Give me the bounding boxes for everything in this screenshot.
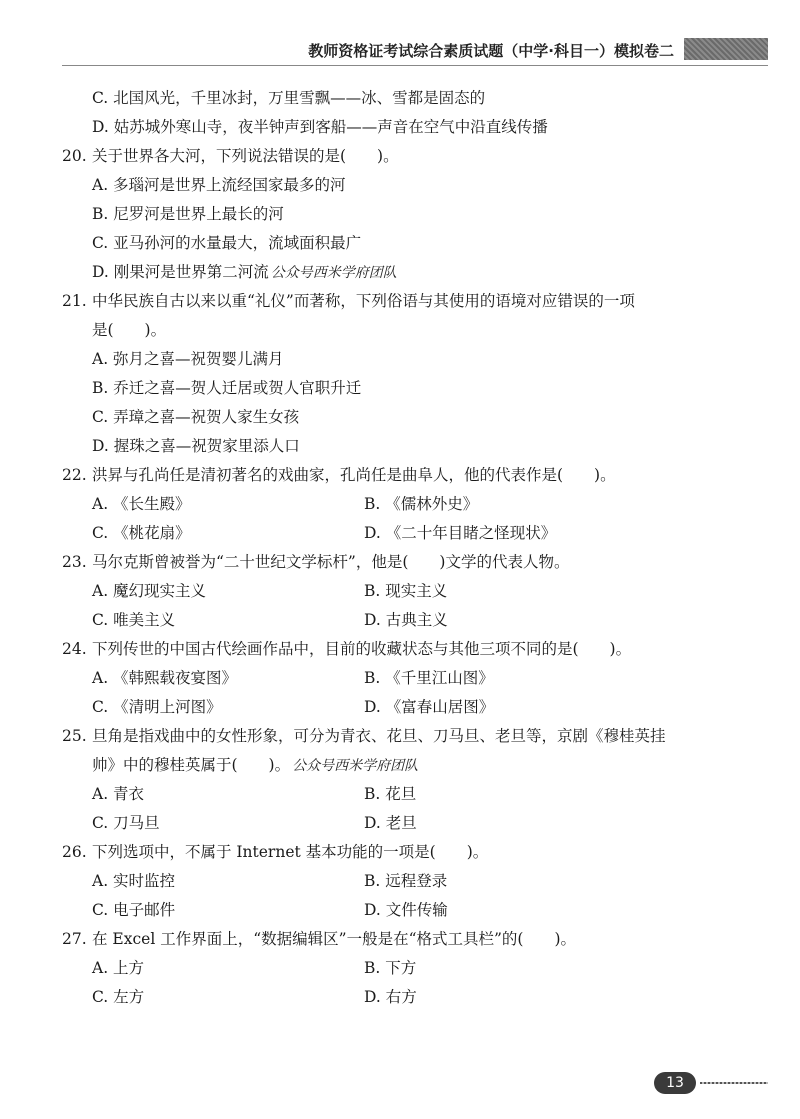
q21-number: 21. xyxy=(62,292,87,310)
q24-stem-text: 下列传世的中国古代绘画作品中，目前的收藏状态与其他三项不同的是( )。 xyxy=(92,640,632,658)
q26-option-a: A. 实时监控 xyxy=(92,872,176,890)
q25-stem-continued: 帅》中的穆桂英属于( )。 xyxy=(92,756,291,774)
header-title: 教师资格证考试综合素质试题（中学·科目一）模拟卷二 xyxy=(308,42,674,60)
header-decoration-bar xyxy=(684,38,768,60)
q23-option-d: D. 古典主义 xyxy=(364,611,448,629)
q27-option-a: A. 上方 xyxy=(92,959,145,977)
q23-number: 23. xyxy=(62,553,87,571)
q27-options-row-1 xyxy=(62,954,712,983)
q26-options-row-1 xyxy=(62,867,712,896)
q23-stem xyxy=(62,548,712,577)
header-rule xyxy=(62,65,768,66)
q26-stem-text: 下列选项中，不属于 Internet 基本功能的一项是( )。 xyxy=(92,843,489,861)
q22-stem xyxy=(62,461,712,490)
q24-stem xyxy=(62,635,712,664)
q25-options-row-2 xyxy=(62,809,712,838)
question-list xyxy=(62,84,712,1012)
q19-option-c: C. 北国风光，千里冰封，万里雪飘——冰、雪都是固态的 xyxy=(92,89,486,107)
q25-option-a: A. 青衣 xyxy=(92,785,145,803)
watermark-text: 公众号西米学府团队 xyxy=(292,758,419,774)
q20-option-b: B. 尼罗河是世界上最长的河 xyxy=(92,205,284,223)
q24-option-b: B. 《千里江山图》 xyxy=(364,669,494,687)
q22-option-c: C. 《桃花扇》 xyxy=(92,524,191,542)
q25-stem xyxy=(62,722,712,751)
q27-stem xyxy=(62,925,712,954)
q25-option-b: B. 花旦 xyxy=(364,785,417,803)
q21-stem-continued: 是( )。 xyxy=(92,321,167,339)
q22-options-row-1 xyxy=(62,490,712,519)
q27-option-d: D. 右方 xyxy=(364,988,417,1006)
q27-option-c: C. 左方 xyxy=(92,988,145,1006)
q21-option-b: B. 乔迁之喜—贺人迁居或贺人官职升迁 xyxy=(92,379,362,397)
q22-option-a: A. 《长生殿》 xyxy=(92,495,191,513)
q25-options-row-1 xyxy=(62,780,712,809)
q25-stem-text: 旦角是指戏曲中的女性形象，可分为青衣、花旦、刀马旦、老旦等，京剧《穆桂英挂 xyxy=(92,727,666,745)
q21-stem-text: 中华民族自古以来以重“礼仪”而著称，下列俗语与其使用的语境对应错误的一项 xyxy=(92,292,635,310)
q24-options-row-2 xyxy=(62,693,712,722)
q23-option-a: A. 魔幻现实主义 xyxy=(92,582,207,600)
q27-stem-text: 在 Excel 工作界面上，“数据编辑区”一般是在“格式工具栏”的( )。 xyxy=(92,930,577,948)
q22-option-d: D. 《二十年目睹之怪现状》 xyxy=(364,524,557,542)
q25-number: 25. xyxy=(62,727,87,745)
q26-option-b: B. 远程登录 xyxy=(364,872,448,890)
q20-option-a: A. 多瑙河是世界上流经国家最多的河 xyxy=(92,176,346,194)
watermark-text: 公众号西米学府团队 xyxy=(270,265,397,281)
footer-rule xyxy=(700,1082,768,1084)
q23-stem-text: 马尔克斯曾被誉为“二十世纪文学标杆”，他是( )文学的代表人物。 xyxy=(92,553,570,571)
q22-stem-text: 洪昇与孔尚任是清初著名的戏曲家，孔尚任是曲阜人，他的代表作是( )。 xyxy=(92,466,616,484)
page-number: 13 xyxy=(654,1072,696,1094)
q22-options-row-2 xyxy=(62,519,712,548)
q25-stem-continued-line xyxy=(62,751,712,780)
q21-option-c: C. 弄璋之喜—祝贺人家生女孩 xyxy=(92,408,300,426)
page-header xyxy=(0,38,800,64)
q24-option-d: D. 《富春山居图》 xyxy=(364,698,495,716)
q22-option-b: B. 《儒林外史》 xyxy=(364,495,479,513)
q25-option-d: D. 老旦 xyxy=(364,814,417,832)
q20-stem xyxy=(62,142,712,171)
q21-option-d: D. 握珠之喜—祝贺家里添人口 xyxy=(92,437,300,455)
q24-number: 24. xyxy=(62,640,87,658)
q20-option-c: C. 亚马孙河的水量最大，流域面积最广 xyxy=(92,234,362,252)
q26-stem xyxy=(62,838,712,867)
q20-option-d: D. 刚果河是世界第二河流 xyxy=(92,263,269,281)
q27-options-row-2 xyxy=(62,983,712,1012)
q21-stem xyxy=(62,287,712,316)
q20-number: 20. xyxy=(62,147,87,165)
q22-number: 22. xyxy=(62,466,87,484)
q26-option-c: C. 电子邮件 xyxy=(92,901,176,919)
q23-option-b: B. 现实主义 xyxy=(364,582,448,600)
q20-stem-text: 关于世界各大河，下列说法错误的是( )。 xyxy=(92,147,399,165)
q23-option-c: C. 唯美主义 xyxy=(92,611,176,629)
q27-number: 27. xyxy=(62,930,87,948)
page-footer xyxy=(0,1072,800,1102)
q24-option-c: C. 《清明上河图》 xyxy=(92,698,222,716)
q23-options-row-2 xyxy=(62,606,712,635)
q24-options-row-1 xyxy=(62,664,712,693)
q26-option-d: D. 文件传输 xyxy=(364,901,448,919)
q20-option-d-line xyxy=(62,258,712,287)
q19-option-d: D. 姑苏城外寒山寺，夜半钟声到客船——声音在空气中沿直线传播 xyxy=(92,118,548,136)
q26-number: 26. xyxy=(62,843,87,861)
q21-option-a: A. 弥月之喜—祝贺婴儿满月 xyxy=(92,350,284,368)
q27-option-b: B. 下方 xyxy=(364,959,417,977)
q23-options-row-1 xyxy=(62,577,712,606)
q25-option-c: C. 刀马旦 xyxy=(92,814,160,832)
q26-options-row-2 xyxy=(62,896,712,925)
q24-option-a: A. 《韩熙载夜宴图》 xyxy=(92,669,238,687)
